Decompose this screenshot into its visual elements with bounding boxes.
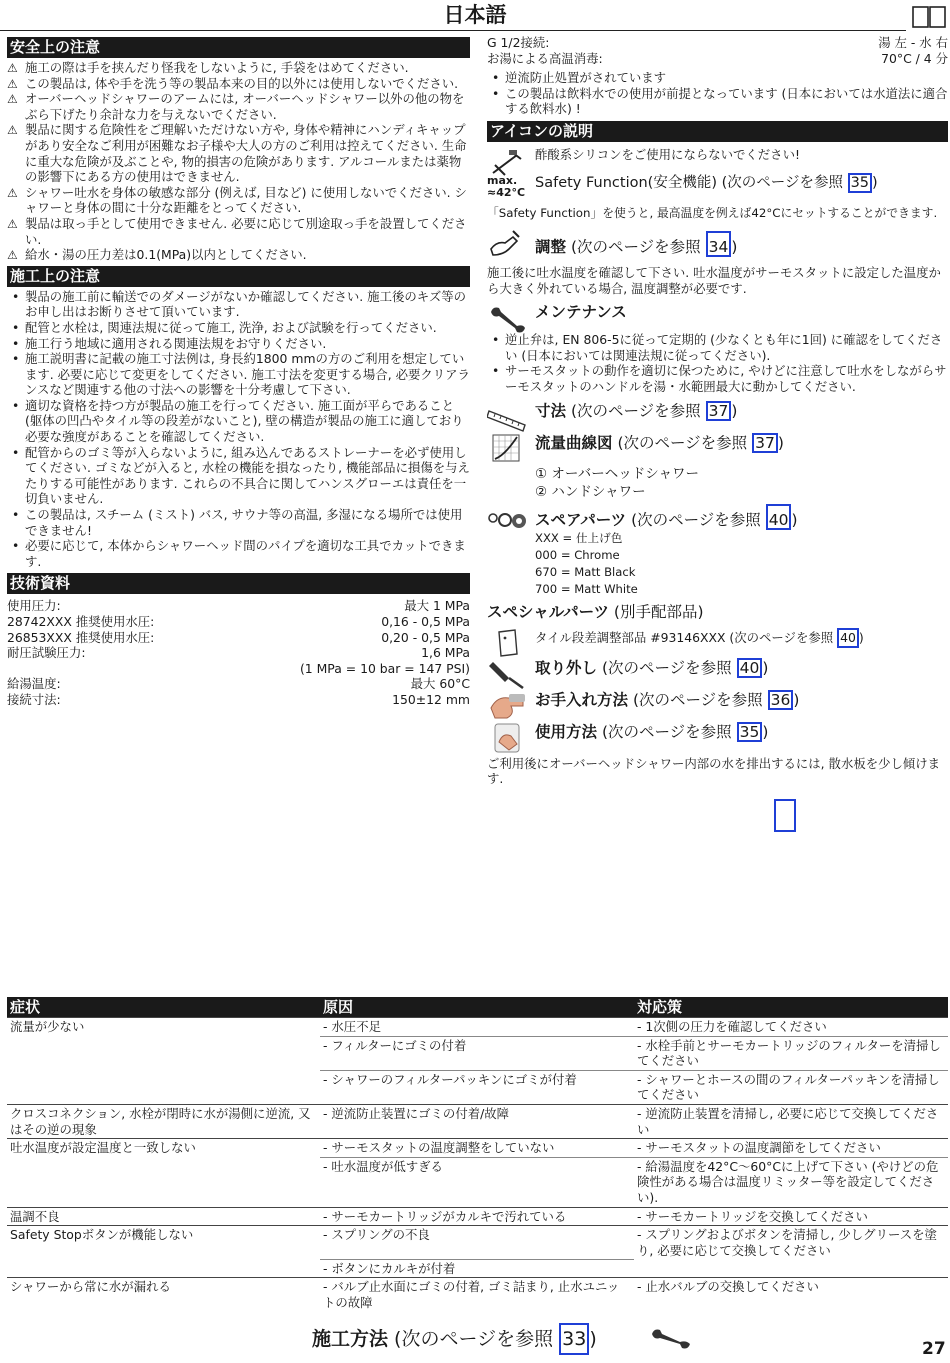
install-note-item: • 配管と水栓は, 関連法規に従って施工, 洗浄, および試験を行ってください. [7, 320, 470, 336]
flow-title: 流量曲線図 [535, 433, 613, 452]
cause-cell: - ボタンにカルキが付着 [320, 1259, 634, 1278]
maintenance-item: • サーモスタットの動作を適切に保つために, やけどに注意して吐水をしながらサーモスタットのハンドルを湯・水範囲最大に動かしてください. [487, 363, 948, 394]
color-code: 000 = Chrome [535, 547, 620, 562]
icons-heading: アイコンの説明 [487, 121, 948, 142]
warning-triangle-icon: ⚠ [7, 76, 18, 91]
remedy-cell: - 1次側の圧力を確認してください [634, 1018, 948, 1037]
remove-row: 取り外し (次のページを参照 40 ) [487, 658, 948, 688]
spec-label: 接続寸法: [7, 691, 61, 707]
color-code-list [487, 530, 948, 598]
spare-parts-ref: (次のページを参照 [626, 510, 761, 529]
max-label: max. [487, 173, 518, 187]
table-row [7, 1104, 948, 1138]
remedy-cell: - 水栓手前とサーモカートリッジのフィルターを清掃してください [634, 1036, 948, 1070]
header-rule [0, 30, 906, 31]
install-note-item: • 配管からのゴミ等が入らないように, 組み込んであるストレーナーを必ず使用してください. ゴミなどが入ると, 水栓の機能を損なったり, 機能部品に損傷を与えたりする可能性があります. これらの不具合に関してハンスグローエは責任を一切負いません. [7, 445, 470, 507]
table-row [7, 1207, 948, 1226]
header-remedy: 対応策 [634, 997, 948, 1018]
spec-value: 150±12 mm [392, 691, 470, 707]
dimensions-page-link[interactable]: 37 [706, 401, 732, 421]
care-title: お手入れ方法 [535, 690, 629, 709]
header-cause: 原因 [320, 997, 634, 1018]
safety-function-desc: 「Safety Function」を使うと, 最高温度を例えば42°Cにセットすることができます. [487, 205, 938, 220]
silicone-row [487, 147, 948, 173]
tile-text: タイル段差調整部品 #93146XXX (次のページを参照 [535, 629, 834, 645]
spare-parts-row: スペアパーツ (次のページを参照 40 ) [487, 504, 948, 530]
symptom-cell: 流量が少ない [7, 1018, 320, 1037]
spare-parts-icon [487, 504, 529, 536]
tech-bullet: • この製品は飲料水での使用が前提となっています (日本においては水道法に適合する飲料水) ! [487, 86, 948, 117]
install-note-item: • 施工説明書に記載の施工寸法例は, 身長約1800 mmの方のご利用を想定しています. 必要に応じて変更をしてください. 施工寸法を変更する場合, 必要クリアランスなど関連する他の寸法への影響を十分考慮して下さい. [7, 351, 470, 398]
spec-row [487, 35, 948, 51]
empty-highlight-box [774, 799, 796, 832]
wrench-icon [487, 302, 529, 334]
dimensions-title: 寸法 [535, 401, 567, 420]
table-row [7, 1278, 948, 1312]
page-title: 日本語 [443, 3, 507, 27]
cause-cell: - バルブ止水面にゴミの付着, ゴミ詰まり, 止水ユニットの故障 [320, 1278, 634, 1312]
cause-cell: - サーモスタットの温度調整をしていない [320, 1139, 634, 1158]
safety-item-text: この製品は, 体や手を洗う等の製品本来の目的以外には使用しないでください. [25, 75, 459, 91]
flow-curve-item: ① オーバーヘッドシャワー [535, 465, 699, 482]
spec-row [7, 630, 470, 646]
spec-label: 使用圧力: [7, 598, 61, 614]
tech-spec-table-continued [487, 35, 948, 66]
install-notes-list [7, 289, 470, 570]
spec-row [7, 598, 470, 614]
footer-close: ) [589, 1328, 597, 1350]
safety-item-text: シャワー吐水を身体の敏感な部分 (例えば, 目など) に使用しないでください. シャワーと身体の間に十分な距離をとってください. [25, 184, 467, 216]
usage-page-link[interactable]: 35 [737, 722, 763, 742]
safety-item-text: 給水・湯の圧力差は0.1(MPa)以内としてください. [25, 247, 307, 263]
special-parts-note: (別手配部品) [609, 602, 704, 621]
spec-value: 最大 60°C [410, 676, 470, 692]
table-row [7, 1036, 948, 1070]
usage-title: 使用方法 [535, 722, 598, 741]
flow-page-link[interactable]: 37 [752, 433, 778, 453]
safety-item [7, 185, 470, 216]
color-code: 700 = Matt White [535, 581, 638, 596]
silicone-text: 酢酸系シリコンをご使用にならないでください! [535, 146, 800, 162]
remedy-cell: - 給湯温度を42°C〜60°Cに上げて下さい (やけどの危険性がある場合は温度リミッター等を設定してください). [634, 1157, 948, 1207]
maintenance-row [487, 302, 948, 330]
flow-curve-item: ② ハンドシャワー [535, 483, 646, 500]
symptom-cell: シャワーから常に水が漏れる [7, 1278, 320, 1312]
screwdriver-icon [487, 658, 529, 690]
maintenance-title: メンテナンス [535, 303, 627, 322]
spec-value: 湯 左 - 水 右 [878, 35, 948, 50]
flow-chart-icon [487, 433, 529, 465]
safety-item-text: 製品に関する危険性をご理解いただけない方や, 身体や精神にハンディキャップがあり安全なご利用が困難なお子様や大人の方のご利用は控えてください. 生命に重大な危険が及ぶことや, 物的損害の危険があります. アルコールまたは薬物の影響下にある方の使用はできません. [25, 122, 467, 185]
footer-title: 施工方法 [312, 1328, 389, 1350]
spec-label: 耐圧試験圧力: [7, 645, 86, 661]
spec-label: G 1/2接続: [487, 35, 550, 50]
footer-ref-text: (次のページを参照 [388, 1328, 560, 1350]
cause-cell: - サーモカートリッジがカルキで汚れている [320, 1207, 634, 1226]
max-temperature-icon [487, 173, 529, 205]
symptom-cell: クロスコネクション, 水栓が閉時に水が湯側に逆流, 又はその逆の現象 [7, 1104, 320, 1138]
ruler-icon [487, 401, 529, 433]
warning-triangle-icon: ⚠ [7, 216, 18, 231]
wrench-icon [650, 1328, 692, 1350]
book-icon [912, 5, 946, 30]
warning-triangle-icon: ⚠ [7, 248, 18, 263]
flow-ref: (次のページを参照 [612, 433, 748, 452]
symptom-cell: 温調不良 [7, 1207, 320, 1226]
header-symptom: 症状 [7, 997, 320, 1018]
spare-parts-page-link[interactable]: 40 [766, 504, 792, 530]
symptom-cell [7, 1157, 320, 1207]
spec-label: 28742XXX 推奨使用水圧: [7, 614, 155, 629]
care-page-link[interactable]: 36 [768, 690, 794, 710]
care-row: お手入れ方法 (次のページを参照 36 ) [487, 690, 948, 720]
safety-item [7, 122, 470, 184]
spec-row [487, 51, 948, 67]
cause-cell: - シャワーのフィルターパッキンにゴミが付着 [320, 1070, 634, 1104]
remedy-cell: - 止水バルブの交換してください [634, 1278, 948, 1312]
tech-spec-table [7, 598, 470, 707]
drain-note: ご利用後にオーバーヘッドシャワー内部の水を排出するには, 散水板を少し傾けます. [487, 755, 941, 787]
table-row [7, 1070, 948, 1104]
warning-triangle-icon: ⚠ [7, 123, 18, 138]
cause-cell: - スプリングの不良 [320, 1226, 634, 1260]
table-row [7, 1157, 948, 1207]
spec-value: 最大 1 MPa [404, 598, 470, 614]
tech-heading: 技術資料 [7, 573, 470, 594]
safety-function-page-link[interactable]: 35 [848, 173, 872, 193]
symptom-cell [7, 1036, 320, 1070]
safety-item [7, 76, 470, 92]
adjust-hand-icon [487, 227, 529, 259]
remedy-cell: - スプリングおよびボタンを清掃し, 少しグリースを塗り, 必要に応じて交換してください [634, 1226, 948, 1260]
remedy-cell: - サーモスタットの温度調節をしてください [634, 1139, 948, 1158]
adjust-page-link[interactable]: 34 [706, 231, 732, 257]
spec-row [7, 676, 470, 692]
tech-bullets [487, 70, 948, 117]
spec-row [7, 645, 470, 661]
remove-title: 取り外し [535, 658, 598, 677]
spec-row [7, 614, 470, 630]
symptom-cell [7, 1259, 320, 1278]
page-number: 27 [922, 1339, 946, 1359]
warning-triangle-icon: ⚠ [7, 61, 18, 75]
safety-item-text: オーバーヘッドシャワーのアームには, オーバーヘッドシャワー以外の他の物をぶら下げたり余計な力を与えないでください. [25, 91, 465, 122]
table-row [7, 1018, 948, 1037]
safety-item [7, 216, 470, 247]
tile-page-link[interactable]: 40 [837, 628, 859, 648]
flow-row: 流量曲線図 (次のページを参照 37 ) [487, 433, 948, 461]
cleaning-hand-icon [487, 690, 529, 722]
tile-adjust-icon [487, 628, 529, 660]
warning-triangle-icon: ⚠ [7, 92, 18, 107]
spec-value: 0,20 - 0,5 MPa [381, 629, 470, 645]
safety-item [7, 91, 470, 122]
table-row [7, 1259, 948, 1278]
install-note-item: • この製品は, スチーム (ミスト) バス, サウナ等の高温, 多湿になる場所では使用できません! [7, 507, 470, 538]
cause-cell: - 逆流防止装置にゴミの付着/故障 [320, 1104, 634, 1138]
troubleshooting-table [7, 997, 948, 1312]
table-header-row [7, 997, 948, 1018]
special-parts-row [487, 602, 948, 622]
symptom-cell: 吐水温度が設定温度と一致しない [7, 1139, 320, 1158]
safety-item [7, 60, 470, 76]
spec-value: (1 MPa = 10 bar = 147 PSI) [299, 660, 470, 676]
safety-item-text: 製品は取っ手として使用できません. 必要に応じて別途取っ手を設置してください. [25, 215, 467, 247]
symptom-cell: Safety Stopボタンが機能しない [7, 1226, 320, 1260]
dimensions-row: 寸法 (次のページを参照 37 ) [487, 401, 948, 429]
remove-ref: (次のページを参照 [597, 658, 732, 677]
spec-label: お湯による高温消毒: [487, 50, 603, 66]
remove-page-link[interactable]: 40 [737, 658, 763, 678]
cause-cell: - フィルターにゴミの付着 [320, 1036, 634, 1070]
safety-item-text: 施工の際は手を挟んだり怪我をしないように, 手袋をはめてください. [25, 60, 409, 75]
tile-row: タイル段差調整部品 #93146XXX (次のページを参照 40 ) [487, 628, 948, 656]
right-column [487, 35, 948, 787]
spec-row [7, 661, 470, 677]
usage-ref: (次のページを参照 [597, 722, 732, 741]
warning-triangle-icon: ⚠ [7, 185, 18, 200]
adjust-ref: (次のページを参照 [566, 237, 701, 256]
flow-items [487, 465, 948, 501]
safety-item [7, 247, 470, 263]
safety-function-row: max. ≈42°C Safety Function(安全機能) (次のページを参照 35 ) [487, 173, 948, 203]
install-note-item: • 必要に応じて, 本体からシャワーヘッド間のパイプを適切な工具でカットできます. [7, 538, 470, 569]
footer-reference [312, 1323, 597, 1355]
spec-value: 70°C / 4 分 [881, 50, 948, 66]
install-notes-heading: 施工上の注意 [7, 266, 470, 287]
remedy-cell [634, 1259, 948, 1278]
maintenance-item: • 逆止弁は, EN 806-5に従って定期的 (少なくとも年に1回) に確認をしてください (日本においては関連法規に従ってください). [487, 332, 948, 363]
adjust-row: 調整 (次のページを参照 34 ) [487, 227, 948, 261]
color-code: 670 = Matt Black [535, 564, 636, 579]
safety-function-text: Safety Function(安全機能) (次のページを参照 [535, 174, 843, 191]
tech-bullet: • 逆流防止処置がされています [487, 70, 948, 86]
remedy-cell: - 逆流防止装置を清掃し, 必要に応じて交換してください [634, 1104, 948, 1138]
footer-page-link[interactable]: 33 [559, 1323, 589, 1355]
install-note-item: • 製品の施工前に輸送でのダメージがないか確認してください. 施工後のキズ等のお申し出はお断りさせて頂いています. [7, 289, 470, 320]
install-note-item: • 施工行う地域に適用される関連法規をお守りください. [7, 336, 470, 352]
care-ref: (次のページを参照 [628, 690, 763, 709]
spare-parts-title: スペアパーツ [535, 510, 627, 529]
adjust-desc: 施工後に吐水温度を確認して下さい. 吐水温度がサーモスタットに設定した温度から大きく外れている場合, 温度調整が必要です. [487, 264, 941, 296]
symptom-cell [7, 1070, 320, 1104]
adjust-title: 調整 [535, 237, 567, 256]
cause-cell: - 水圧不足 [320, 1018, 634, 1037]
usage-row: 使用方法 (次のページを参照 35 ) [487, 722, 948, 752]
usage-hand-icon [487, 722, 529, 754]
install-note-item: • 適切な資格を持つ方が製品の施工を行ってください. 施工面が平らであること (躯体の凹凸やタイル等の段差がないこと), 壁の構造が製品の施工に適しており必要な強度があることを確認してください. [7, 398, 470, 445]
remedy-cell: - サーモカートリッジを交換してください [634, 1207, 948, 1226]
spec-label: 給湯温度: [7, 676, 61, 692]
table-row [7, 1226, 948, 1260]
spec-value: 0,16 - 0,5 MPa [381, 614, 470, 629]
table-row [7, 1139, 948, 1158]
spec-label: 26853XXX 推奨使用水圧: [7, 629, 155, 645]
dimensions-ref: (次のページを参照 [566, 401, 701, 420]
spec-value: 1,6 MPa [421, 645, 470, 661]
spec-row [7, 692, 470, 708]
remedy-cell: - シャワーとホースの間のフィルターパッキンを清掃してください [634, 1070, 948, 1104]
special-parts-title: スペシャルパーツ [487, 602, 609, 621]
cause-cell: - 吐水温度が低すぎる [320, 1157, 634, 1207]
safety-list [7, 60, 470, 263]
maintenance-list [487, 332, 948, 394]
temp-label: ≈42°C [487, 185, 526, 199]
left-column [7, 37, 470, 708]
color-code: XXX = 仕上げ色 [535, 530, 623, 545]
safety-heading: 安全上の注意 [7, 37, 470, 58]
